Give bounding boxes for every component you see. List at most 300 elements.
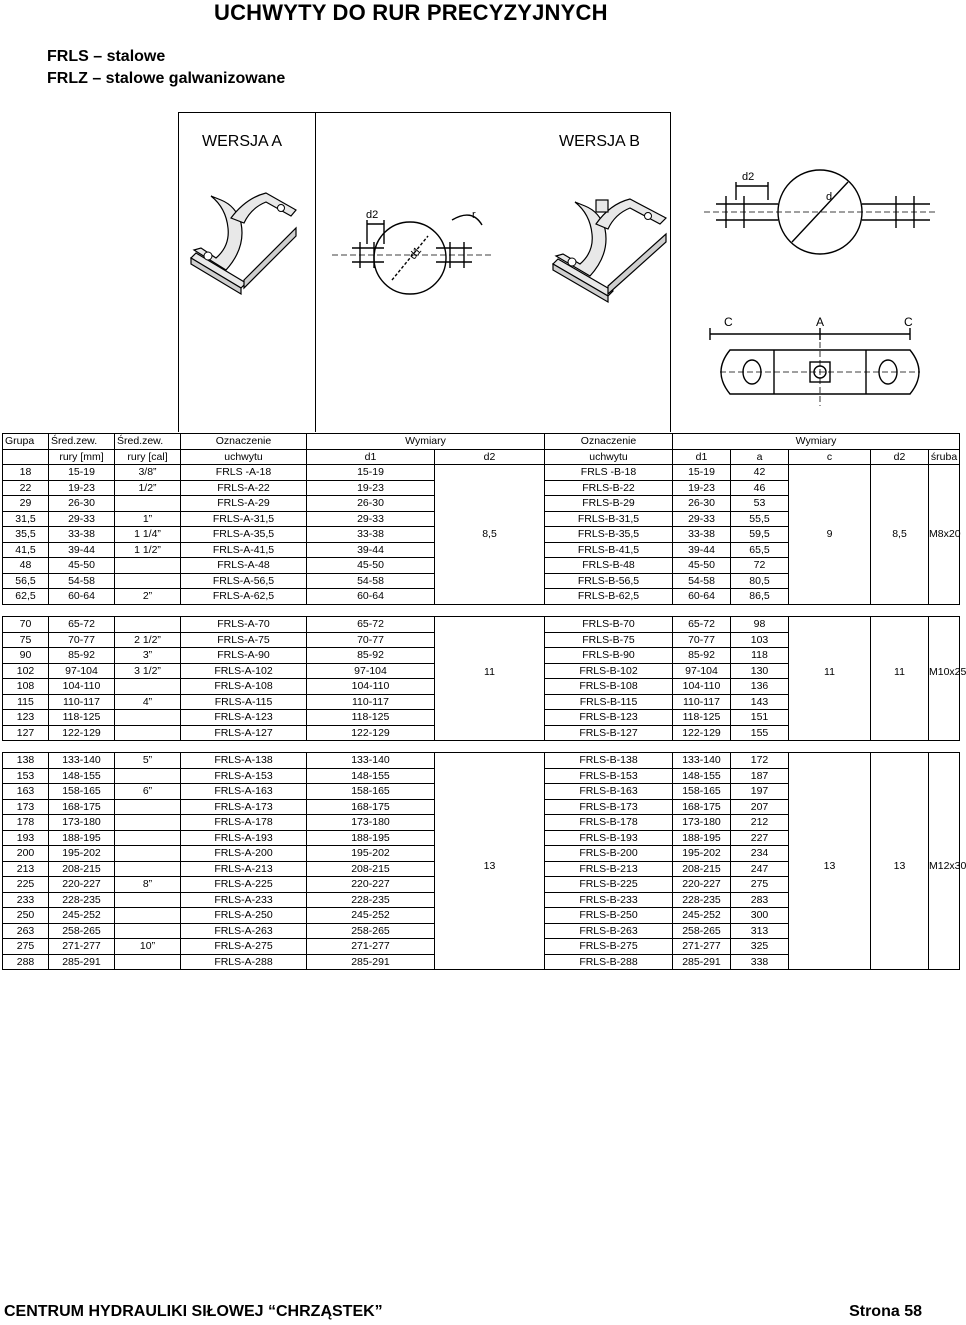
table-cell: 31,5 (3, 511, 49, 527)
drawing-b-a-label: A (816, 315, 825, 329)
subtitle-steel: FRLS – stalowe (47, 48, 166, 65)
table-cell: 1 1/4” (115, 527, 181, 543)
table-cell: 97-104 (673, 663, 731, 679)
table-cell: 228-235 (307, 892, 435, 908)
table-cell: 234 (731, 846, 789, 862)
header-cell: rury [mm] (49, 449, 115, 465)
table-cell: 41,5 (3, 542, 49, 558)
table-cell: FRLS-B-200 (545, 846, 673, 862)
header-cell: Śred.zew. (115, 434, 181, 450)
table-cell: 33-38 (307, 527, 435, 543)
version-b-label: WERSJA B (559, 133, 640, 150)
table-cell: 110-117 (49, 694, 115, 710)
table-cell: 258-265 (307, 923, 435, 939)
table-cell: 195-202 (307, 846, 435, 862)
table-cell: 148-155 (49, 768, 115, 784)
table-cell: 110-117 (673, 694, 731, 710)
drawing-b-c2-label: C (904, 315, 913, 329)
header-cell: uchwytu (545, 449, 673, 465)
table-cell: 245-252 (49, 908, 115, 924)
footer-company: CENTRUM HYDRAULIKI SIŁOWEJ “CHRZĄSTEK” (4, 1303, 383, 1320)
drawing-b-c1-label: C (724, 315, 733, 329)
table-cell: 168-175 (49, 799, 115, 815)
dimension-table-group-3 (2, 752, 966, 970)
table-cell: 133-140 (49, 753, 115, 769)
table-cell: 53 (731, 496, 789, 512)
table-cell: 29-33 (49, 511, 115, 527)
d2b-cell (871, 753, 929, 970)
table-cell: 39-44 (49, 542, 115, 558)
table-cell: 102 (3, 663, 49, 679)
table-header-row (3, 434, 960, 450)
table-cell: 3” (115, 648, 181, 664)
table-cell: 62,5 (3, 589, 49, 605)
table-cell: 193 (3, 830, 49, 846)
table-cell: FRLS-B-173 (545, 799, 673, 815)
table-cell: FRLS-A-173 (181, 799, 307, 815)
plate-b-drawing (700, 312, 940, 412)
table-cell: 75 (3, 632, 49, 648)
table-cell: FRLS-A-200 (181, 846, 307, 862)
table-cell: FRLS-B-193 (545, 830, 673, 846)
table-cell: 228-235 (673, 892, 731, 908)
table-cell: 65-72 (673, 617, 731, 633)
table-cell: 245-252 (673, 908, 731, 924)
table-cell: 48 (3, 558, 49, 574)
table-cell (115, 846, 181, 862)
screw-cell (929, 465, 960, 605)
screw-cell (929, 753, 966, 970)
table-cell: FRLS-B-90 (545, 648, 673, 664)
table-cell: FRLS-B-153 (545, 768, 673, 784)
d2b-cell (871, 617, 929, 741)
table-cell: FRLS-B-288 (545, 954, 673, 970)
d2-cell (435, 753, 545, 970)
table-cell (115, 573, 181, 589)
c-value: 9 (826, 528, 833, 540)
table-cell: 85-92 (307, 648, 435, 664)
header-cell (3, 449, 49, 465)
table-cell: FRLS-A-193 (181, 830, 307, 846)
table-cell: 130 (731, 663, 789, 679)
header-cell: a (731, 449, 789, 465)
table-cell: 275 (731, 877, 789, 893)
table-cell: 275 (3, 939, 49, 955)
table-cell: 173-180 (673, 815, 731, 831)
table-cell: 155 (731, 725, 789, 741)
table-cell: 285-291 (673, 954, 731, 970)
table-cell: FRLS-A-22 (181, 480, 307, 496)
page-title: UCHWYTY DO RUR PRECYZYJNYCH (214, 0, 608, 25)
table-row (3, 617, 960, 633)
table-cell: 42 (731, 465, 789, 481)
table-cell: 70-77 (307, 632, 435, 648)
table-cell: FRLS-A-115 (181, 694, 307, 710)
table-cell: FRLS-A-90 (181, 648, 307, 664)
table-cell: 90 (3, 648, 49, 664)
table-cell: FRLS-B-127 (545, 725, 673, 741)
table-cell: 2 1/2” (115, 632, 181, 648)
table-cell: FRLS-A-102 (181, 663, 307, 679)
table-cell: 122-129 (673, 725, 731, 741)
table-cell: FRLS-A-250 (181, 908, 307, 924)
table-cell (115, 815, 181, 831)
table-cell: FRLS-B-22 (545, 480, 673, 496)
table-cell: FRLS-A-48 (181, 558, 307, 574)
table-cell: FRLS-A-178 (181, 815, 307, 831)
table-cell: 225 (3, 877, 49, 893)
table-cell: FRLS-A-138 (181, 753, 307, 769)
table-cell: 247 (731, 861, 789, 877)
table-cell: 104-110 (673, 679, 731, 695)
table-cell: 5” (115, 753, 181, 769)
table-cell: 3 1/2” (115, 663, 181, 679)
table-cell (115, 558, 181, 574)
table-cell: 338 (731, 954, 789, 970)
clamp-b-drawing (700, 160, 940, 270)
table-cell: 151 (731, 710, 789, 726)
table-cell: 10” (115, 939, 181, 955)
table-cell (115, 496, 181, 512)
header-cell: rury [cal] (115, 449, 181, 465)
d2b-cell (871, 465, 929, 605)
table-cell: FRLS-B-70 (545, 617, 673, 633)
c-cell (789, 753, 871, 970)
d2-value: 8,5 (482, 528, 497, 540)
table-cell: 313 (731, 923, 789, 939)
table-cell: 208-215 (307, 861, 435, 877)
table-cell: 54-58 (673, 573, 731, 589)
table-row (3, 753, 960, 769)
c-cell (789, 617, 871, 741)
table-cell: 15-19 (307, 465, 435, 481)
table-cell: 85-92 (673, 648, 731, 664)
table-cell: FRLS-B-275 (545, 939, 673, 955)
table-cell: 173-180 (49, 815, 115, 831)
drawing-b-d-label: d (826, 191, 833, 203)
table-cell: 288 (3, 954, 49, 970)
table-cell: 325 (731, 939, 789, 955)
table-cell: 98 (731, 617, 789, 633)
table-cell: 263 (3, 923, 49, 939)
table-cell: FRLS-B-31,5 (545, 511, 673, 527)
table-cell (115, 679, 181, 695)
table-cell: 271-277 (673, 939, 731, 955)
table-cell: FRLS-A-62,5 (181, 589, 307, 605)
table-cell: 70-77 (673, 632, 731, 648)
table-cell: 15-19 (673, 465, 731, 481)
table-cell: 271-277 (49, 939, 115, 955)
table-cell (115, 725, 181, 741)
table-cell: 104-110 (49, 679, 115, 695)
table-cell: 148-155 (307, 768, 435, 784)
table-cell: 300 (731, 908, 789, 924)
table-cell: 228-235 (49, 892, 115, 908)
table-cell: FRLS-B-35,5 (545, 527, 673, 543)
table-cell: 118-125 (307, 710, 435, 726)
table-cell: 187 (731, 768, 789, 784)
table-cell: 26-30 (673, 496, 731, 512)
table-cell: 285-291 (49, 954, 115, 970)
table-cell: 1” (115, 511, 181, 527)
table-cell: FRLS-B-108 (545, 679, 673, 695)
table-cell: 258-265 (673, 923, 731, 939)
table-cell: 173 (3, 799, 49, 815)
table-cell: FRLS-A-123 (181, 710, 307, 726)
table-cell: FRLS-B-225 (545, 877, 673, 893)
header-cell: śruba (929, 449, 960, 465)
table-cell: FRLS -A-18 (181, 465, 307, 481)
table-cell: 29-33 (673, 511, 731, 527)
table-cell (115, 710, 181, 726)
table-cell: 148-155 (673, 768, 731, 784)
clamp-a-drawing (322, 200, 502, 310)
table-cell: 1/2” (115, 480, 181, 496)
header-cell: d1 (307, 449, 435, 465)
table-cell: 195-202 (49, 846, 115, 862)
table-cell (115, 799, 181, 815)
table-cell: FRLS-B-41,5 (545, 542, 673, 558)
table-cell: 33-38 (49, 527, 115, 543)
header-cell: d1 (673, 449, 731, 465)
table-cell: 54-58 (307, 573, 435, 589)
header-cell: Oznaczenie (545, 434, 673, 450)
table-cell: 45-50 (673, 558, 731, 574)
drawing-a-d1-label: d1 (407, 244, 425, 262)
table-cell: FRLS-A-263 (181, 923, 307, 939)
footer-page-number: Strona 58 (849, 1303, 922, 1320)
table-cell: 29-33 (307, 511, 435, 527)
table-cell: 153 (3, 768, 49, 784)
table-cell: 220-227 (673, 877, 731, 893)
table-cell: 56,5 (3, 573, 49, 589)
table-cell: FRLS-B-263 (545, 923, 673, 939)
table-cell: FRLS-B-250 (545, 908, 673, 924)
table-cell: 188-195 (307, 830, 435, 846)
header-cell: Wymiary (307, 434, 545, 450)
table-cell: 220-227 (307, 877, 435, 893)
table-cell: 8” (115, 877, 181, 893)
table-cell: 123 (3, 710, 49, 726)
table-cell: 208-215 (673, 861, 731, 877)
table-cell: FRLS-A-108 (181, 679, 307, 695)
table-cell: 108 (3, 679, 49, 695)
table-cell: 65-72 (307, 617, 435, 633)
table-cell: 118-125 (49, 710, 115, 726)
table-cell: 15-19 (49, 465, 115, 481)
dimension-table-group-1 (2, 433, 960, 605)
table-cell: 33-38 (673, 527, 731, 543)
table-cell: 65-72 (49, 617, 115, 633)
table-cell: FRLS-B-29 (545, 496, 673, 512)
table-cell: 110-117 (307, 694, 435, 710)
table-cell: FRLS-A-233 (181, 892, 307, 908)
table-cell: 29 (3, 496, 49, 512)
table-cell: FRLS-B-163 (545, 784, 673, 800)
table-cell: 2” (115, 589, 181, 605)
table-cell: FRLS-A-35,5 (181, 527, 307, 543)
table-cell: 19-23 (49, 480, 115, 496)
table-cell: FRLS-A-127 (181, 725, 307, 741)
d2-cell (435, 617, 545, 741)
table-cell: 213 (3, 861, 49, 877)
table-cell: 115 (3, 694, 49, 710)
header-cell: d2 (871, 449, 929, 465)
table-cell: 197 (731, 784, 789, 800)
table-cell (115, 830, 181, 846)
table-cell: 178 (3, 815, 49, 831)
table-cell: 133-140 (673, 753, 731, 769)
table-cell: 158-165 (49, 784, 115, 800)
table-cell: 258-265 (49, 923, 115, 939)
table-cell: FRLS-A-288 (181, 954, 307, 970)
table-cell: FRLS-B-178 (545, 815, 673, 831)
header-cell: Śred.zew. (49, 434, 115, 450)
table-cell: 86,5 (731, 589, 789, 605)
table-cell: 72 (731, 558, 789, 574)
table-cell (115, 617, 181, 633)
table-cell: 122-129 (307, 725, 435, 741)
table-cell: FRLS-B-102 (545, 663, 673, 679)
table-cell: 26-30 (307, 496, 435, 512)
table-cell: 138 (3, 753, 49, 769)
table-cell: 46 (731, 480, 789, 496)
table-cell: 1 1/2” (115, 542, 181, 558)
table-cell: FRLS-A-163 (181, 784, 307, 800)
table-cell: 22 (3, 480, 49, 496)
d2-value: 11 (484, 665, 495, 678)
table-cell: 158-165 (307, 784, 435, 800)
table-cell: 220-227 (49, 877, 115, 893)
header-cell: d2 (435, 449, 545, 465)
drawing-a-d2-label: d2 (366, 209, 379, 221)
screw-cell (929, 617, 966, 741)
header-cell: uchwytu (181, 449, 307, 465)
table-cell: 60-64 (673, 589, 731, 605)
header-cell: c (789, 449, 871, 465)
table-cell: 70 (3, 617, 49, 633)
table-cell: 122-129 (49, 725, 115, 741)
d2b-value: 13 (893, 859, 906, 872)
table-cell: FRLS-A-70 (181, 617, 307, 633)
d2b-value: 8,5 (892, 528, 907, 540)
header-cell: Oznaczenie (181, 434, 307, 450)
table-cell: 136 (731, 679, 789, 695)
table-cell: 173-180 (307, 815, 435, 831)
table-cell: FRLS-B-123 (545, 710, 673, 726)
table-cell: 143 (731, 694, 789, 710)
table-cell: 188-195 (49, 830, 115, 846)
table-cell: 195-202 (673, 846, 731, 862)
drawing-b-d2-label: d2 (742, 171, 755, 183)
table-cell: 35,5 (3, 527, 49, 543)
table-cell (115, 954, 181, 970)
table-cell: 4” (115, 694, 181, 710)
c-cell (789, 465, 871, 605)
d2b-value: 11 (894, 665, 905, 678)
table-cell: 59,5 (731, 527, 789, 543)
table-cell: 233 (3, 892, 49, 908)
table-cell: FRLS-B-115 (545, 694, 673, 710)
table-cell: 55,5 (731, 511, 789, 527)
table-cell: 285-291 (307, 954, 435, 970)
table-cell: 85-92 (49, 648, 115, 664)
table-cell: 208-215 (49, 861, 115, 877)
table-cell (115, 908, 181, 924)
table-cell: 172 (731, 753, 789, 769)
screw-value: M12x30 (929, 859, 966, 872)
header-cell: Wymiary (673, 434, 960, 450)
table-cell: 133-140 (307, 753, 435, 769)
table-cell: FRLS-A-75 (181, 632, 307, 648)
d2-cell (435, 465, 545, 605)
d2-value: 13 (483, 859, 496, 872)
table-cell: 118-125 (673, 710, 731, 726)
table-cell: FRLS-A-56,5 (181, 573, 307, 589)
table-cell: 163 (3, 784, 49, 800)
table-cell: 97-104 (307, 663, 435, 679)
table-cell: 168-175 (307, 799, 435, 815)
version-a-label: WERSJA A (202, 133, 283, 150)
subtitle-galvanized: FRLZ – stalowe galwanizowane (47, 70, 286, 87)
table-cell: FRLS-B-56,5 (545, 573, 673, 589)
table-cell: 54-58 (49, 573, 115, 589)
table-cell: 158-165 (673, 784, 731, 800)
screw-value: M8x20 (929, 528, 961, 540)
table-cell: 39-44 (673, 542, 731, 558)
table-cell: 70-77 (49, 632, 115, 648)
table-cell: 45-50 (49, 558, 115, 574)
table-subheader-row (3, 449, 960, 465)
table-cell: 3/8” (115, 465, 181, 481)
table-cell (115, 861, 181, 877)
table-cell: FRLS-B-48 (545, 558, 673, 574)
table-cell: 60-64 (49, 589, 115, 605)
clamp-b-isometric-figure (548, 192, 673, 302)
table-cell: FRLS-A-213 (181, 861, 307, 877)
table-cell: FRLS-A-41,5 (181, 542, 307, 558)
table-cell: FRLS-A-153 (181, 768, 307, 784)
table-cell: 227 (731, 830, 789, 846)
table-cell: 188-195 (673, 830, 731, 846)
table-cell: 6” (115, 784, 181, 800)
table-cell: 168-175 (673, 799, 731, 815)
header-cell: Grupa (3, 434, 49, 450)
table-cell: FRLS-B-213 (545, 861, 673, 877)
table-cell: FRLS-B-75 (545, 632, 673, 648)
drawing-a-r-label: r (472, 209, 476, 221)
table-cell: 103 (731, 632, 789, 648)
table-cell: 207 (731, 799, 789, 815)
table-cell: 283 (731, 892, 789, 908)
table-cell: 245-252 (307, 908, 435, 924)
table-cell: 26-30 (49, 496, 115, 512)
table-cell: 80,5 (731, 573, 789, 589)
dimension-table-group-2 (2, 616, 966, 741)
table-cell: 45-50 (307, 558, 435, 574)
table-cell: FRLS-B-138 (545, 753, 673, 769)
table-cell: 104-110 (307, 679, 435, 695)
table-cell: 118 (731, 648, 789, 664)
table-cell: 39-44 (307, 542, 435, 558)
clamp-a-isometric-figure (186, 188, 301, 298)
table-cell: 60-64 (307, 589, 435, 605)
table-cell (115, 768, 181, 784)
c-value: 11 (824, 665, 835, 678)
table-cell: FRLS-A-275 (181, 939, 307, 955)
table-cell: 18 (3, 465, 49, 481)
table-cell: 127 (3, 725, 49, 741)
